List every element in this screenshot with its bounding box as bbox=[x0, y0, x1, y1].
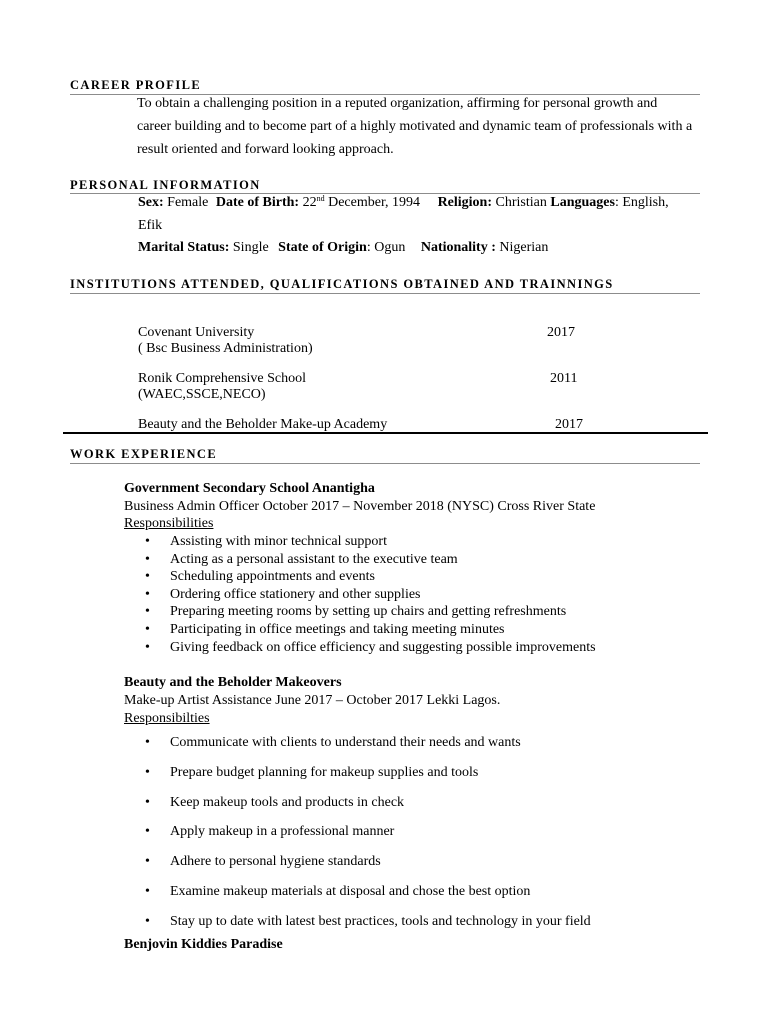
list-item: • Scheduling appointments and events bbox=[124, 569, 596, 587]
list-item: • Examine makeup materials at disposal and chose the best option bbox=[124, 884, 591, 914]
list-item: • Assisting with minor technical support bbox=[124, 534, 596, 552]
religion-label: Religion: bbox=[437, 195, 493, 210]
job-employer: Benjovin Kiddies Paradise bbox=[124, 937, 283, 952]
job-role: Make-up Artist Assistance June 2017 – October 2017 Lekki Lagos. bbox=[124, 693, 501, 708]
sex-label: Sex: bbox=[138, 195, 164, 210]
career-profile-heading: CAREER PROFILE bbox=[70, 78, 202, 92]
section-divider bbox=[70, 463, 700, 464]
education-heading: INSTITUTIONS ATTENDED, QUALIFICATIONS OBTAINED AND TRAINNINGS bbox=[70, 277, 614, 291]
education-institution: Covenant University bbox=[138, 325, 255, 340]
list-item: • Ordering office stationery and other supplies bbox=[124, 587, 596, 605]
dob-label: Date of Birth: bbox=[215, 195, 300, 210]
education-year: 2017 bbox=[547, 325, 575, 340]
marital-status-value: Single bbox=[232, 240, 269, 255]
section-divider bbox=[70, 94, 700, 95]
dob-rest: December, 1994 bbox=[328, 195, 421, 210]
list-item: • Preparing meeting rooms by setting up chairs and getting refreshments bbox=[124, 604, 596, 622]
job-employer: Government Secondary School Anantigha bbox=[124, 481, 375, 496]
marital-status-label: Marital Status: bbox=[138, 240, 230, 255]
nationality-label: Nationality : bbox=[420, 240, 496, 255]
religion-value: Christian bbox=[495, 195, 547, 210]
languages-label: Languages bbox=[550, 195, 615, 210]
education-year: 2017 bbox=[555, 417, 583, 432]
job-responsibilities-label: Responsibilties bbox=[124, 711, 210, 726]
list-item: • Adhere to personal hygiene standards bbox=[124, 854, 591, 884]
job-role: Business Admin Officer October 2017 – November 2018 (NYSC) Cross River State bbox=[124, 499, 596, 514]
work-experience-heading: WORK EXPERIENCE bbox=[70, 447, 218, 461]
list-item: • Giving feedback on office efficiency and suggesting possible improvements bbox=[124, 640, 596, 658]
dob-day: 22 bbox=[302, 195, 317, 210]
personal-information-heading: PERSONAL INFORMATION bbox=[70, 178, 261, 192]
list-item: • Prepare budget planning for makeup supplies and tools bbox=[124, 765, 591, 795]
list-item: • Apply makeup in a professional manner bbox=[124, 824, 591, 854]
personal-info-row-1 bbox=[138, 195, 669, 211]
state-of-origin-value: : Ogun bbox=[366, 240, 406, 255]
list-item: • Participating in office meetings and taking meeting minutes bbox=[124, 622, 596, 640]
education-qualification: (WAEC,SSCE,NECO) bbox=[138, 387, 266, 402]
section-divider bbox=[70, 293, 700, 294]
career-profile-line-2: career building and to become part of a highly motivated and dynamic team of professionals with a bbox=[137, 119, 693, 134]
education-institution: Beauty and the Beholder Make-up Academy bbox=[138, 417, 388, 432]
career-profile-line-3: result oriented and forward looking approach. bbox=[137, 142, 394, 157]
section-divider-thick bbox=[63, 432, 708, 434]
nationality-value: Nigerian bbox=[499, 240, 549, 255]
list-item: • Stay up to date with latest best practices, tools and technology in your field bbox=[124, 914, 591, 944]
personal-info-row-2 bbox=[138, 240, 548, 256]
career-profile-line-1: To obtain a challenging position in a reputed organization, affirming for personal growth and bbox=[137, 96, 658, 111]
state-of-origin-label: State of Origin bbox=[278, 240, 367, 255]
languages-value: : English, bbox=[614, 195, 669, 210]
list-item: • Acting as a personal assistant to the executive team bbox=[124, 552, 596, 570]
education-year: 2011 bbox=[550, 371, 578, 386]
education-qualification: ( Bsc Business Administration) bbox=[138, 341, 313, 356]
list-item: • Communicate with clients to understand their needs and wants bbox=[124, 735, 591, 765]
section-divider bbox=[70, 193, 700, 194]
job-responsibilities-label: Responsibilities bbox=[124, 516, 214, 531]
job-employer: Beauty and the Beholder Makeovers bbox=[124, 675, 342, 690]
languages-continued: Efik bbox=[138, 218, 163, 233]
list-item: • Keep makeup tools and products in check bbox=[124, 795, 591, 825]
responsibilities-list bbox=[124, 735, 591, 944]
education-institution: Ronik Comprehensive School bbox=[138, 371, 306, 386]
dob-suffix: nd bbox=[316, 194, 325, 203]
sex-value: Female bbox=[167, 195, 209, 210]
responsibilities-list bbox=[124, 534, 596, 657]
